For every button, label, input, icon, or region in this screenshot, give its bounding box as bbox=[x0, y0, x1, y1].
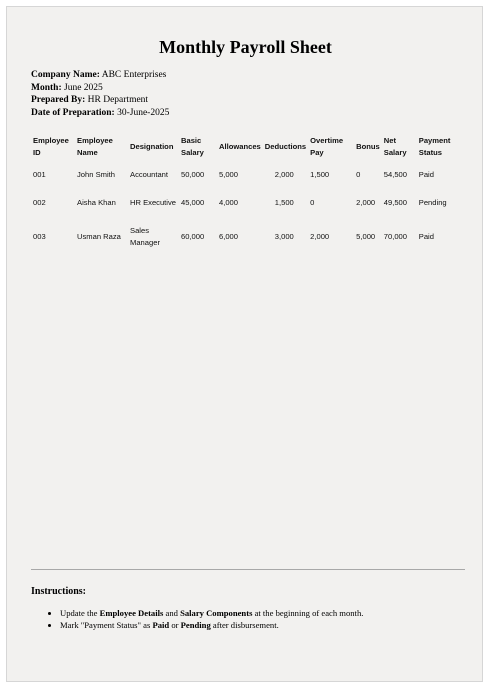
cell-payment-status: Pending bbox=[418, 198, 447, 207]
meta-date-label: Date of Preparation: bbox=[31, 107, 115, 118]
cell-allowances: 5,000 bbox=[219, 170, 239, 179]
cell-overtime-pay: 1,500 bbox=[310, 170, 330, 179]
cell-employee-id: 001 bbox=[33, 170, 46, 179]
meta-company-value: ABC Enterprises bbox=[101, 70, 167, 80]
cell-employee-id: 003 bbox=[33, 232, 46, 241]
cell-employee-name: Aisha Khan bbox=[77, 198, 116, 207]
meta-month-value: June 2025 bbox=[64, 82, 103, 93]
cell-employee-name: Usman Raza bbox=[77, 232, 121, 241]
col-header-net-salary: Net Salary bbox=[383, 136, 407, 157]
payroll-table bbox=[31, 134, 471, 258]
col-header-payment-status: Payment Status bbox=[418, 136, 451, 157]
cell-bonus: 5,000 bbox=[356, 232, 376, 241]
col-header-bonus: Bonus bbox=[356, 142, 380, 151]
cell-basic-salary: 60,000 bbox=[181, 232, 205, 241]
meta-date-value: 30-June-2025 bbox=[117, 107, 170, 118]
cell-net-salary: 70,000 bbox=[383, 232, 407, 241]
cell-employee-id: 002 bbox=[33, 198, 46, 207]
meta-prepared-by-value: HR Department bbox=[87, 95, 149, 105]
cell-designation: Accountant bbox=[130, 170, 168, 179]
table-header-row bbox=[31, 134, 471, 160]
cell-net-salary: 54,500 bbox=[383, 170, 407, 179]
meta-month-label: Month: bbox=[31, 82, 62, 93]
instruction-item: • Update the Employee Details and Salary Components at the beginning of each month. bbox=[60, 607, 363, 619]
cell-basic-salary: 50,000 bbox=[181, 170, 205, 179]
instructions-list bbox=[31, 607, 363, 631]
cell-overtime-pay: 2,000 bbox=[310, 232, 330, 241]
cell-bonus: 2,000 bbox=[356, 198, 376, 207]
section-divider bbox=[31, 569, 465, 570]
instruction-item: • Mark "Payment Status" as Paid or Pending after disbursement. bbox=[60, 619, 363, 631]
document-meta bbox=[31, 69, 169, 119]
cell-employee-name: John Smith bbox=[77, 170, 115, 179]
col-header-allowances: Allowances bbox=[219, 142, 261, 151]
col-header-employee-name: Employee Name bbox=[77, 136, 113, 157]
cell-designation: HR Executive bbox=[130, 198, 177, 207]
cell-overtime-pay: 0 bbox=[310, 198, 315, 207]
col-header-employee-id: Employee ID bbox=[33, 136, 69, 157]
page-title: Monthly Payroll Sheet bbox=[159, 37, 332, 57]
cell-allowances: 6,000 bbox=[219, 232, 239, 241]
table-row bbox=[31, 216, 471, 258]
instructions-title: Instructions: bbox=[31, 586, 87, 597]
cell-basic-salary: 45,000 bbox=[181, 198, 205, 207]
col-header-basic-salary: Basic Salary bbox=[181, 136, 204, 157]
cell-deductions: 2,000 bbox=[274, 170, 294, 179]
cell-payment-status: Paid bbox=[418, 232, 434, 241]
cell-bonus: 0 bbox=[356, 170, 361, 179]
cell-deductions: 1,500 bbox=[274, 198, 294, 207]
meta-prepared-by-label: Prepared By: bbox=[31, 95, 86, 105]
cell-net-salary: 49,500 bbox=[383, 198, 407, 207]
col-header-designation: Designation bbox=[130, 142, 174, 151]
col-header-overtime-pay: Overtime Pay bbox=[310, 136, 344, 157]
meta-company-label: Company Name: bbox=[31, 70, 100, 80]
cell-allowances: 4,000 bbox=[219, 198, 239, 207]
meta-prepared-by bbox=[31, 94, 169, 107]
meta-date bbox=[31, 107, 169, 120]
meta-company bbox=[31, 69, 169, 82]
meta-month bbox=[31, 82, 169, 95]
table-row bbox=[31, 190, 471, 216]
col-header-deductions: Deductions bbox=[264, 142, 307, 151]
cell-deductions: 3,000 bbox=[274, 232, 294, 241]
cell-designation: Sales Manager bbox=[130, 226, 160, 247]
cell-payment-status: Paid bbox=[418, 170, 434, 179]
document-page bbox=[6, 6, 483, 682]
table-row bbox=[31, 160, 471, 190]
